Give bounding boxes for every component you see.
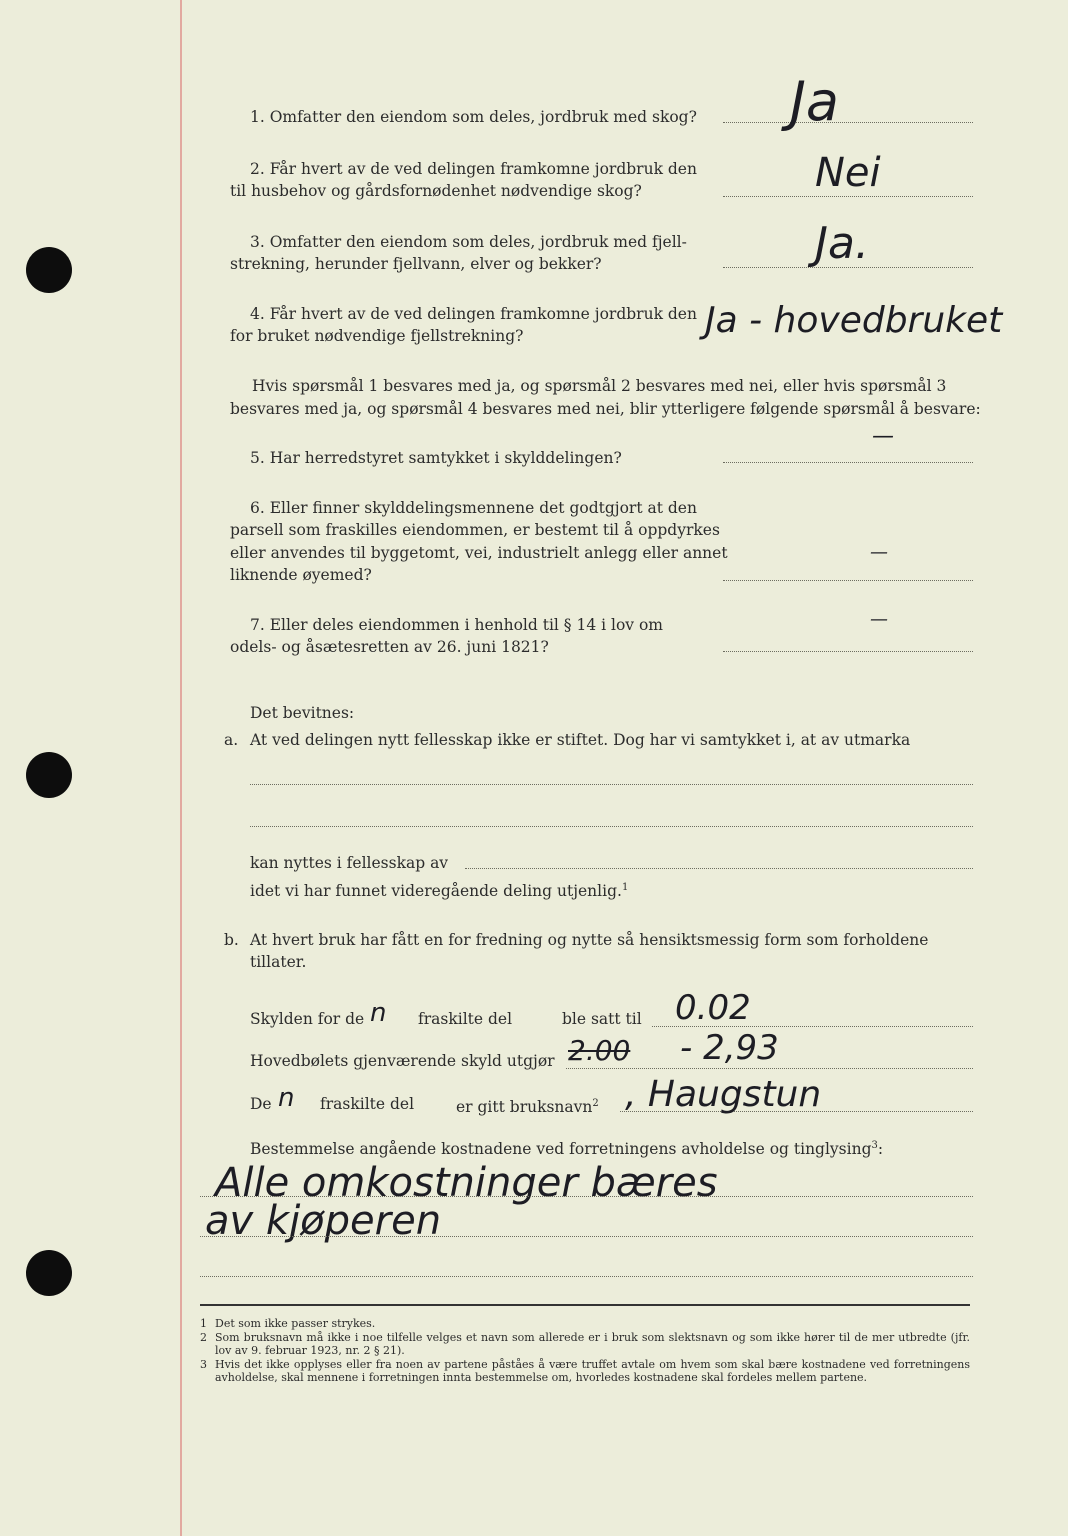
bruksnavn-handwritten: , Haugstun xyxy=(625,1074,822,1115)
hovedbol-label: Hovedbølets gjenværende skyld utgjør xyxy=(250,1052,555,1070)
bruksnavn-label-c: er gitt bruksnavn$^2$ xyxy=(456,1098,599,1117)
costs-line-3 xyxy=(200,1276,973,1277)
question-7-line-2: odels- og åsætesretten av 26. juni 1821? xyxy=(230,638,549,656)
question-4-line-2: for bruket nødvendige fjellstrekning? xyxy=(230,327,524,345)
costs-line-1 xyxy=(200,1196,973,1197)
hovedbol-remaining-handwritten: - 2,93 xyxy=(680,1028,779,1068)
skyld-label-b: fraskilte del xyxy=(418,1010,513,1028)
item-b-line-1: At hvert bruk har fått en for fredning og nytte så hensiktsmessig form som forholdene xyxy=(250,931,929,949)
item-a-label: a. xyxy=(224,731,239,749)
question-2-line-2: til husbehov og gårdsfornødenhet nødvendige skog? xyxy=(230,182,642,200)
answer-line-6 xyxy=(723,580,973,581)
question-6-line-3: eller anvendes til byggetomt, vei, industrielt anlegg eller annet xyxy=(230,544,728,562)
hovedbol-struck-value: 2.00 xyxy=(568,1034,631,1067)
item-b-label: b. xyxy=(224,931,239,949)
answer-line-2 xyxy=(723,196,973,197)
punch-hole-bottom xyxy=(26,1250,72,1296)
footnote-1-text: Det som ikke passer strykes. xyxy=(215,1317,376,1330)
footnote-2-mark: 2 xyxy=(200,1331,207,1344)
answer-6-dash: — xyxy=(870,542,888,563)
answer-line-5 xyxy=(723,462,973,463)
bruksnavn-handwritten-n: n xyxy=(278,1083,295,1113)
intro-line-2: besvares med ja, og spørsmål 4 besvares med nei, blir ytterligere følgende spørsmål å besvare: xyxy=(230,400,981,418)
answer-7-dash: — xyxy=(870,609,888,630)
question-3-line-2: strekning, herunder fjellvann, elver og bekker? xyxy=(230,255,602,273)
punch-hole-middle xyxy=(26,752,72,798)
footnote-2-text: Som bruksnavn må ikke i noe tilfelle velges et navn som allerede er i bruk som slektsnavn og som ikke hører til de mer utbredte (jfr. lov av 9. februar 1923, nr. 2 § 21). xyxy=(215,1331,970,1357)
question-6-line-1: 6. Eller finner skylddelingsmennene det godtgjort at den xyxy=(250,499,697,517)
footnote-rule xyxy=(200,1304,970,1306)
footnote-3-text: Hvis det ikke opplyses eller fra noen av partene påståes å være truffet avtale om hvem som skal bære kostnadene ved forretningens avholdelse, skal mennene i forretningen innta bestemmelse om, hvorledes kostnadene skal fordeles mellem partene. xyxy=(215,1358,970,1384)
item-a-text: At ved delingen nytt fellesskap ikke er stiftet. Dog har vi samtykket i, at av utmarka xyxy=(250,731,911,749)
intro-line-1: Hvis spørsmål 1 besvares med ja, og spørsmål 2 besvares med nei, eller hvis spørsmål 3 xyxy=(252,377,947,395)
answer-line-1 xyxy=(723,122,973,123)
question-6-line-2: parsell som fraskilles eiendommen, er bestemt til å oppdyrkes xyxy=(230,521,720,539)
item-a-blank-line-1 xyxy=(250,784,973,785)
question-7-line-1: 7. Eller deles eiendommen i henhold til § 14 i lov om xyxy=(250,616,664,634)
question-5-text: 5. Har herredstyret samtykket i skylddelingen? xyxy=(250,449,622,467)
footnote-1-mark: 1 xyxy=(200,1317,207,1330)
answer-5-dash: — xyxy=(872,424,894,449)
item-a-blank-line-2 xyxy=(250,826,973,827)
costs-label: Bestemmelse angående kostnadene ved forretningens avholdelse og tinglysing$^3$: xyxy=(250,1140,884,1159)
answer-3-handwritten: Ja. xyxy=(815,218,869,269)
item-a-fill-line xyxy=(465,868,973,869)
question-3-line-1: 3. Omfatter den eiendom som deles, jordbruk med fjell- xyxy=(250,233,687,251)
question-6-line-4: liknende øyemed? xyxy=(230,566,372,584)
hovedbol-fill-line xyxy=(566,1068,973,1069)
attest-heading: Det bevitnes: xyxy=(250,704,355,722)
punch-hole-top xyxy=(26,247,72,293)
bruksnavn-label-a: De xyxy=(250,1095,272,1113)
question-2-line-1: 2. Får hvert av de ved delingen framkomne jordbruk den xyxy=(250,160,697,178)
item-a-line-3: kan nyttes i fellesskap av xyxy=(250,854,449,872)
question-4-line-1: 4. Får hvert av de ved delingen framkomne jordbruk den xyxy=(250,305,697,323)
bruksnavn-label-b: fraskilte del xyxy=(320,1095,415,1113)
item-b-line-2: tillater. xyxy=(250,953,307,971)
costs-line-2 xyxy=(200,1236,973,1237)
answer-2-handwritten: Nei xyxy=(815,150,881,196)
costs-handwritten-line-1: Alle omkostninger bæres xyxy=(215,1160,718,1206)
skyld-label-c: ble satt til xyxy=(562,1010,642,1028)
question-1-text: 1. Omfatter den eiendom som deles, jordbruk med skog? xyxy=(250,108,697,126)
answer-1-handwritten: Ja xyxy=(790,70,840,133)
skyld-handwritten-n: n xyxy=(370,998,387,1028)
answer-4-handwritten: Ja - hovedbruket xyxy=(705,300,1003,341)
skyld-value-handwritten: 0.02 xyxy=(675,988,751,1028)
skyld-label-a: Skylden for de xyxy=(250,1010,365,1028)
footnote-3-mark: 3 xyxy=(200,1358,207,1371)
costs-handwritten-line-2: av kjøperen xyxy=(205,1198,442,1244)
margin-line xyxy=(180,0,182,1536)
answer-line-7 xyxy=(723,651,973,652)
item-a-line-4: idet vi har funnet videregående deling utjenlig.$^1$ xyxy=(250,882,629,901)
